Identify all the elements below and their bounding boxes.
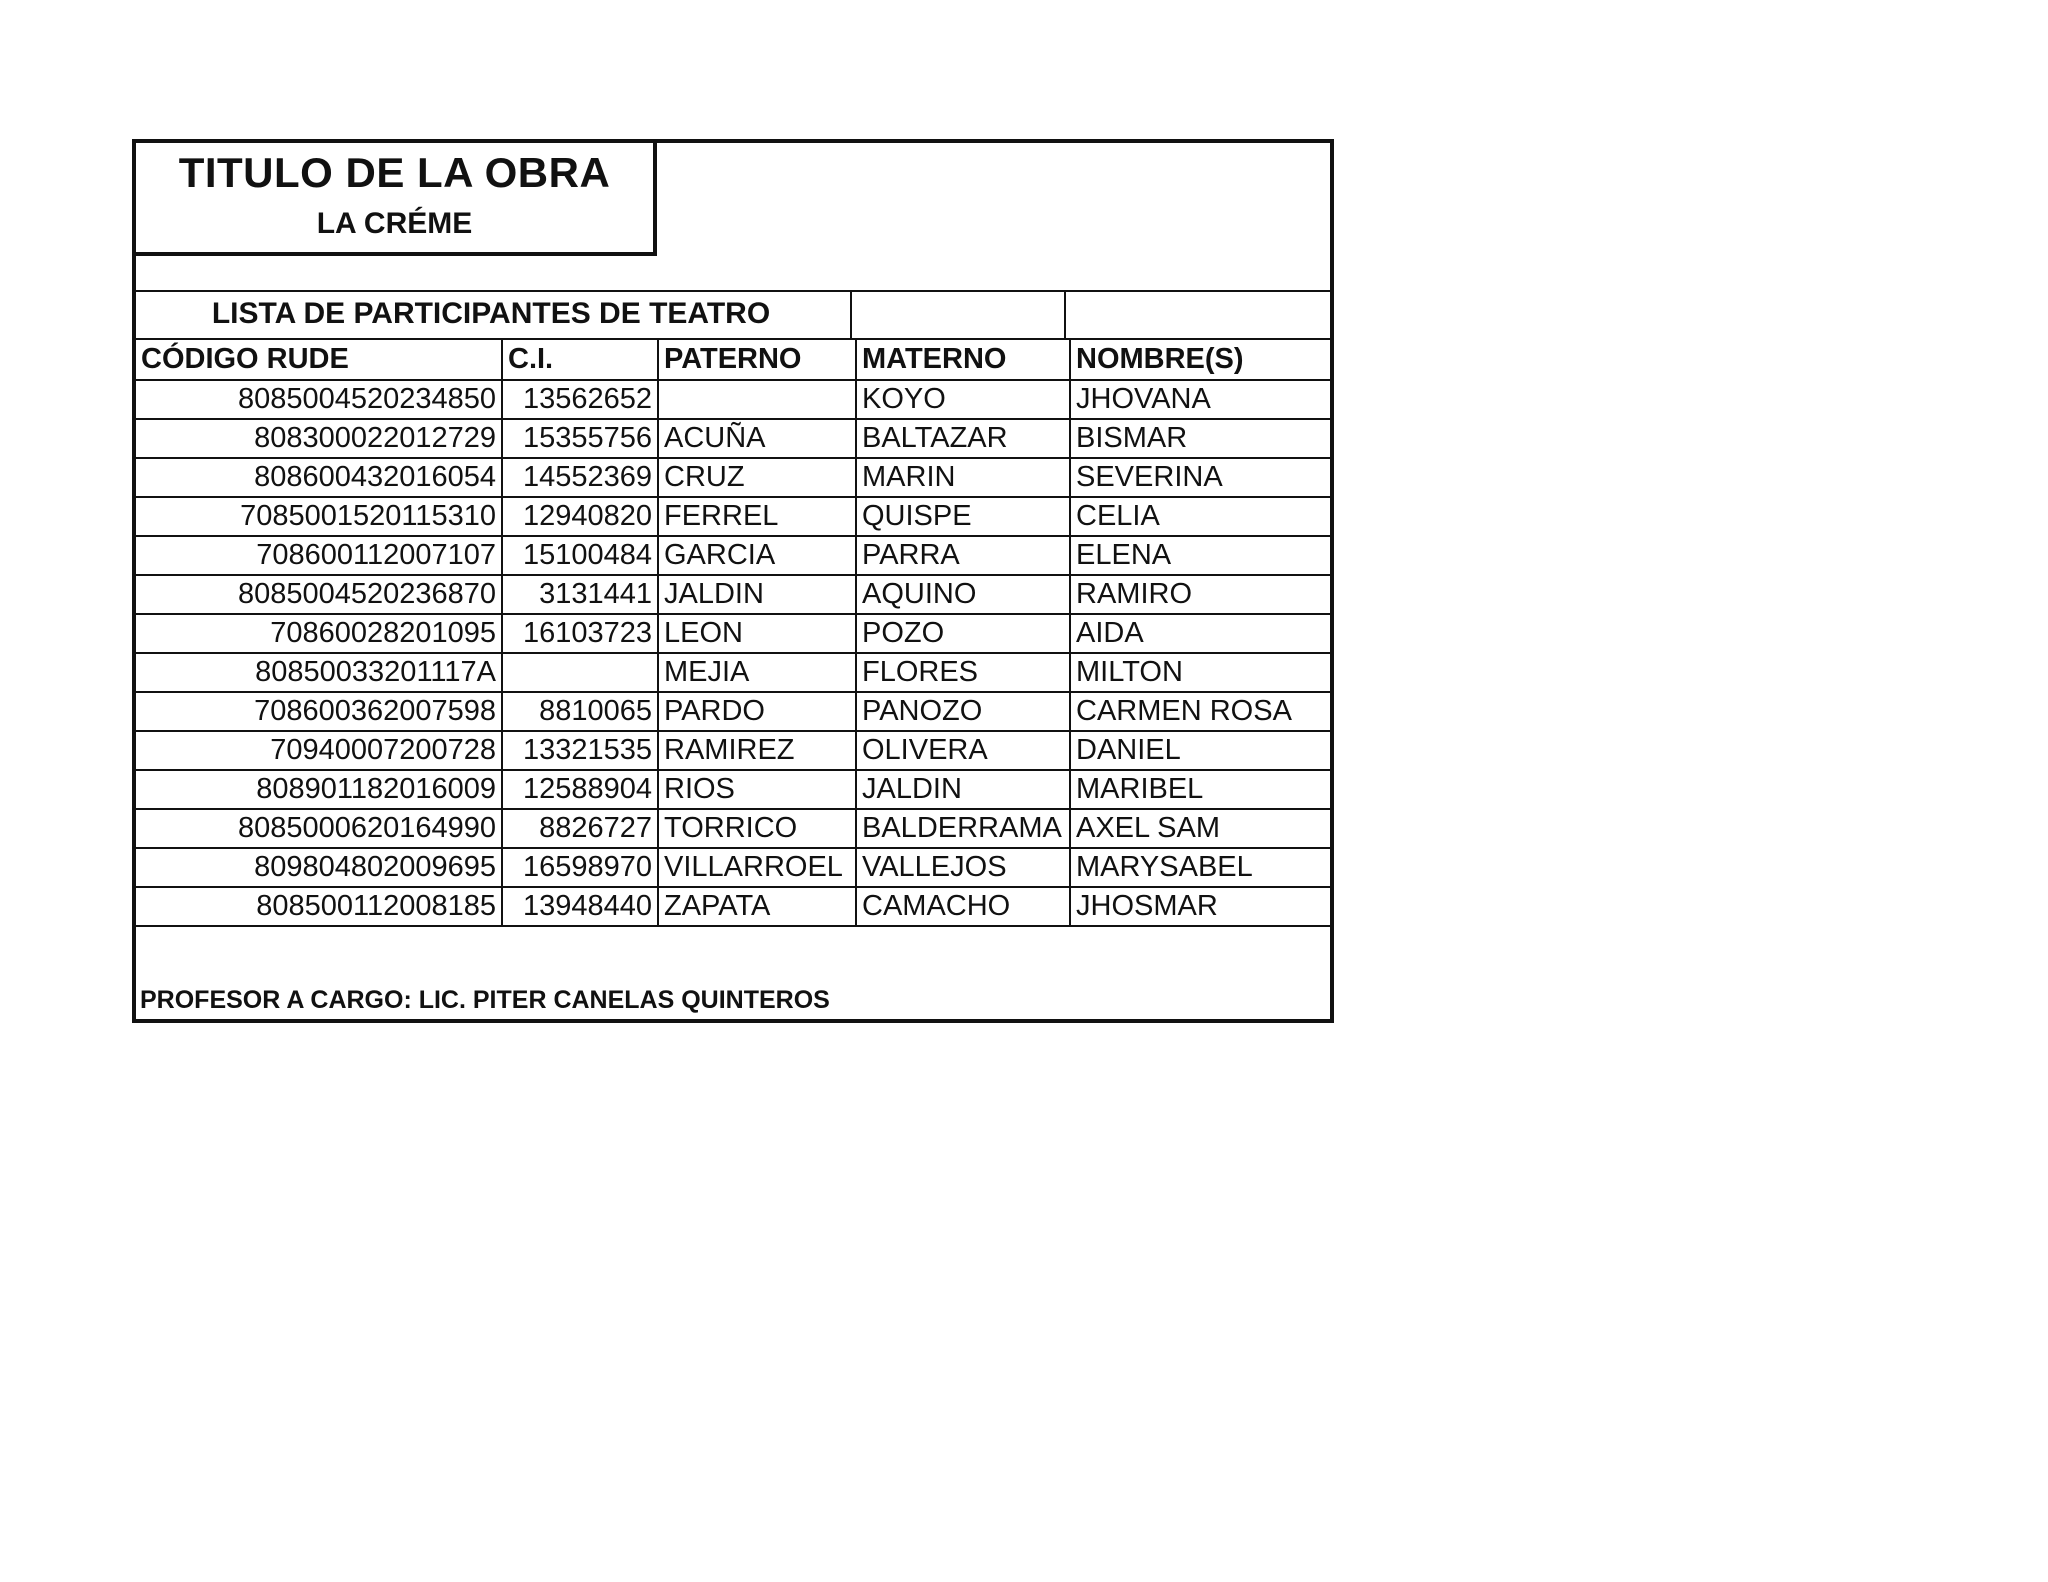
cell-paterno: ZAPATA <box>658 887 856 926</box>
cell-codigo-rude: 8085004520236870 <box>136 575 502 614</box>
cell-codigo-rude: 8085000620164990 <box>136 809 502 848</box>
cell-materno: PANOZO <box>856 692 1070 731</box>
cell-paterno: RIOS <box>658 770 856 809</box>
cell-ci: 13948440 <box>502 887 658 926</box>
cell-ci: 12940820 <box>502 497 658 536</box>
column-header-codigo-rude: CÓDIGO RUDE <box>136 339 502 380</box>
table-row <box>136 536 1330 575</box>
cell-materno: BALTAZAR <box>856 419 1070 458</box>
cell-materno: KOYO <box>856 380 1070 419</box>
cell-codigo-rude: 7085001520115310 <box>136 497 502 536</box>
cell-ci: 15100484 <box>502 536 658 575</box>
table-row <box>136 653 1330 692</box>
cell-ci: 8826727 <box>502 809 658 848</box>
cell-materno: FLORES <box>856 653 1070 692</box>
work-title-heading: TITULO DE LA OBRA <box>178 149 611 196</box>
participants-table <box>136 338 1330 927</box>
cell-codigo-rude: 808600432016054 <box>136 458 502 497</box>
cell-paterno: JALDIN <box>658 575 856 614</box>
cell-nombres: RAMIRO <box>1070 575 1330 614</box>
table-row <box>136 887 1330 926</box>
cell-nombres: SEVERINA <box>1070 458 1330 497</box>
cell-materno: AQUINO <box>856 575 1070 614</box>
participants-sheet <box>132 139 1334 1023</box>
cell-materno: QUISPE <box>856 497 1070 536</box>
cell-materno: OLIVERA <box>856 731 1070 770</box>
cell-materno: MARIN <box>856 458 1070 497</box>
cell-ci: 12588904 <box>502 770 658 809</box>
cell-materno: CAMACHO <box>856 887 1070 926</box>
cell-codigo-rude: 708600112007107 <box>136 536 502 575</box>
cell-ci <box>502 653 658 692</box>
cell-ci: 16103723 <box>502 614 658 653</box>
cell-paterno: ACUÑA <box>658 419 856 458</box>
cell-codigo-rude: 808500112008185 <box>136 887 502 926</box>
cell-paterno: TORRICO <box>658 809 856 848</box>
cell-paterno: PARDO <box>658 692 856 731</box>
cell-codigo-rude: 70940007200728 <box>136 731 502 770</box>
cell-nombres: JHOVANA <box>1070 380 1330 419</box>
table-row <box>136 809 1330 848</box>
cell-ci: 13562652 <box>502 380 658 419</box>
cell-ci: 15355756 <box>502 419 658 458</box>
table-row <box>136 497 1330 536</box>
work-title-name: LA CRÉME <box>316 207 473 240</box>
column-header-nombres: NOMBRE(S) <box>1070 339 1330 380</box>
cell-nombres: ELENA <box>1070 536 1330 575</box>
cell-paterno: RAMIREZ <box>658 731 856 770</box>
table-row <box>136 848 1330 887</box>
column-header-materno: MATERNO <box>856 339 1070 380</box>
cell-nombres: AXEL SAM <box>1070 809 1330 848</box>
cell-materno: VALLEJOS <box>856 848 1070 887</box>
cell-codigo-rude: 708600362007598 <box>136 692 502 731</box>
table-row <box>136 614 1330 653</box>
table-header-row <box>136 339 1330 380</box>
cell-nombres: BISMAR <box>1070 419 1330 458</box>
cell-codigo-rude: 808901182016009 <box>136 770 502 809</box>
cell-ci: 13321535 <box>502 731 658 770</box>
table-row <box>136 419 1330 458</box>
cell-paterno: MEJIA <box>658 653 856 692</box>
cell-codigo-rude: 808300022012729 <box>136 419 502 458</box>
cell-nombres: MARIBEL <box>1070 770 1330 809</box>
cell-ci: 14552369 <box>502 458 658 497</box>
cell-ci: 16598970 <box>502 848 658 887</box>
cell-codigo-rude: 80850033201117A <box>136 653 502 692</box>
title-box <box>132 139 657 256</box>
cell-materno: POZO <box>856 614 1070 653</box>
table-row <box>136 770 1330 809</box>
table-row <box>136 380 1330 419</box>
cell-nombres: AIDA <box>1070 614 1330 653</box>
cell-paterno: GARCIA <box>658 536 856 575</box>
cell-nombres: CARMEN ROSA <box>1070 692 1330 731</box>
professor-in-charge: PROFESOR A CARGO: LIC. PITER CANELAS QUINTEROS <box>140 986 830 1014</box>
cell-codigo-rude: 809804802009695 <box>136 848 502 887</box>
table-row <box>136 731 1330 770</box>
cell-paterno: FERREL <box>658 497 856 536</box>
cell-codigo-rude: 70860028201095 <box>136 614 502 653</box>
cell-ci: 3131441 <box>502 575 658 614</box>
cell-materno: BALDERRAMA <box>856 809 1070 848</box>
cell-codigo-rude: 8085004520234850 <box>136 380 502 419</box>
cell-nombres: DANIEL <box>1070 731 1330 770</box>
table-row <box>136 458 1330 497</box>
cell-paterno: LEON <box>658 614 856 653</box>
divider-line <box>850 290 852 338</box>
cell-nombres: JHOSMAR <box>1070 887 1330 926</box>
cell-materno: JALDIN <box>856 770 1070 809</box>
cell-nombres: MARYSABEL <box>1070 848 1330 887</box>
cell-nombres: MILTON <box>1070 653 1330 692</box>
divider-line <box>1064 290 1066 338</box>
table-row <box>136 575 1330 614</box>
cell-nombres: CELIA <box>1070 497 1330 536</box>
cell-ci: 8810065 <box>502 692 658 731</box>
table-row <box>136 692 1330 731</box>
cell-materno: PARRA <box>856 536 1070 575</box>
list-title: LISTA DE PARTICIPANTES DE TEATRO <box>211 297 771 330</box>
cell-paterno: VILLARROEL <box>658 848 856 887</box>
column-header-paterno: PATERNO <box>658 339 856 380</box>
cell-paterno <box>658 380 856 419</box>
cell-paterno: CRUZ <box>658 458 856 497</box>
column-header-ci: C.I. <box>502 339 658 380</box>
